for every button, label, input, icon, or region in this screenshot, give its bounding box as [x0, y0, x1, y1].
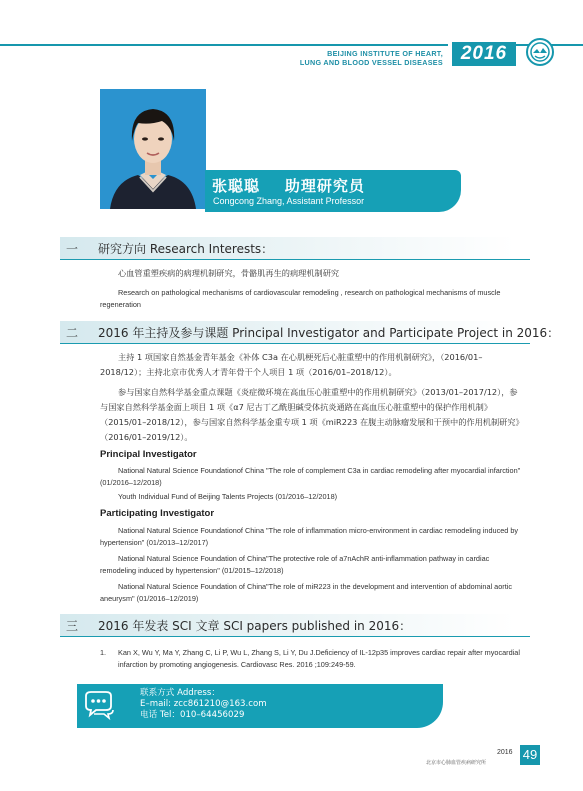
pi-item-2: Youth Individual Fund of Beijing Talents Projects (01/2016–12/2018) — [118, 492, 338, 501]
footer-subtitle: 北京市心肺血管疾病研究所 — [426, 760, 487, 766]
section-number: 二 — [66, 326, 79, 340]
institute-line1: BEIJING INSTITUTE OF HEART, — [327, 49, 443, 58]
section-underline — [60, 259, 530, 260]
section-number: 一 — [66, 242, 79, 256]
participating-heading: Participating Investigator — [100, 508, 215, 519]
participating-item-3: National Natural Science Foundation of China"The role of miR223 in the development and intervention of abdominal aortic aneurysm" (01/2016–12/2019) — [100, 582, 513, 603]
page-number: 49 — [520, 745, 540, 765]
header-rule — [0, 44, 448, 46]
section-number: 三 — [66, 619, 79, 633]
pi-item-1: National Natural Science Foundationof China "The role of complement C3a in cardiac remodeling after myocardial infarction" (01/2016–12/2018) — [100, 466, 521, 487]
section-title: 2016 年发表 SCI 文章 SCI papers published in 2016： — [98, 619, 412, 633]
institute-logo-icon — [526, 38, 554, 66]
section-title: 2016 年主持及参与课题 Principal Investigator and Participate Project in 2016： — [98, 326, 560, 340]
participating-item-1: National Natural Science Foundationof China "The role of inflammation micro-environment in cardiac remodeling induced by hypertension" (01/2013–12/2017) — [100, 526, 519, 547]
research-en: Research on pathological mechanisms of cardiovascular remodeling , research on pathological mechanisms of muscle regeneration — [100, 288, 501, 309]
pi-heading: Principal Investigator — [100, 449, 197, 460]
chat-bubbles-icon — [82, 690, 116, 722]
footer-year: 2016 — [497, 749, 513, 756]
portrait-photo — [100, 89, 206, 209]
contact-label: 联系方式 Address： — [140, 688, 220, 698]
section-projects — [60, 321, 560, 343]
contact-phone: 电话 Tel：010–64456029 — [140, 710, 245, 720]
institute-name — [300, 49, 443, 67]
contact-email: E–mail: zcc861210@163.com — [140, 699, 267, 709]
section-underline — [60, 343, 530, 344]
name-english: Congcong Zhang, Assistant Professor — [213, 196, 365, 206]
paper-number: 1. — [100, 648, 107, 657]
section-research-interests — [60, 237, 530, 259]
participating-item-2: National Natural Science Foundation of China"The protective role of a7nAchR anti-inflammation pathway in cardiac remodeling induced by hypertension" (01/2015–12/2018) — [100, 554, 490, 575]
header-year: 2016 — [452, 42, 516, 66]
section-title: 研究方向 Research Interests： — [98, 242, 274, 256]
name-chinese: 张聪聪 助理研究员 — [212, 177, 365, 195]
section-papers — [60, 614, 530, 636]
projects-cn-participated: 参与国家自然科学基金重点课题《炎症微环境在高血压心脏重塑中的作用机制研究》（2013/01–2017/12），参与国家自然科学基金面上项目 1 项《α7 尼古丁乙酰胆碱受体抗炎通路在高血压心脏重塑中的保护作用机制》（2015/01–2018/12），参与国家自然科学基金重专项 1 项《miR223 在腹主动脉瘤发展和干预中的作用机制研究》（2016/01–2019/12）。 — [100, 387, 520, 442]
section-underline — [60, 636, 530, 637]
research-cn: 心血管重塑疾病的病理机制研究，骨骼肌再生的病理机制研究 — [118, 268, 340, 278]
projects-cn-hosted: 主持 1 项国家自然基金青年基金《补体 C3a 在心肌梗死后心脏重塑中的作用机制研究》，（2016/01–2018/12）；主持北京市优秀人才青年骨干个人项目 1 项（2016/01–2018/12）。 — [100, 352, 483, 377]
institute-line2: LUNG AND BLOOD VESSEL DISEASES — [299, 58, 443, 67]
paper-citation: Kan X, Wu Y, Ma Y, Zhang C, Li P, Wu L, Zhang S, Li Y, Du J.Deficiency of IL-12p35 improves cardiac repair after myocardial infarction by promoting angiogenesis. Cardiovasc Res. 2016 ;109:249-59. — [118, 648, 520, 669]
